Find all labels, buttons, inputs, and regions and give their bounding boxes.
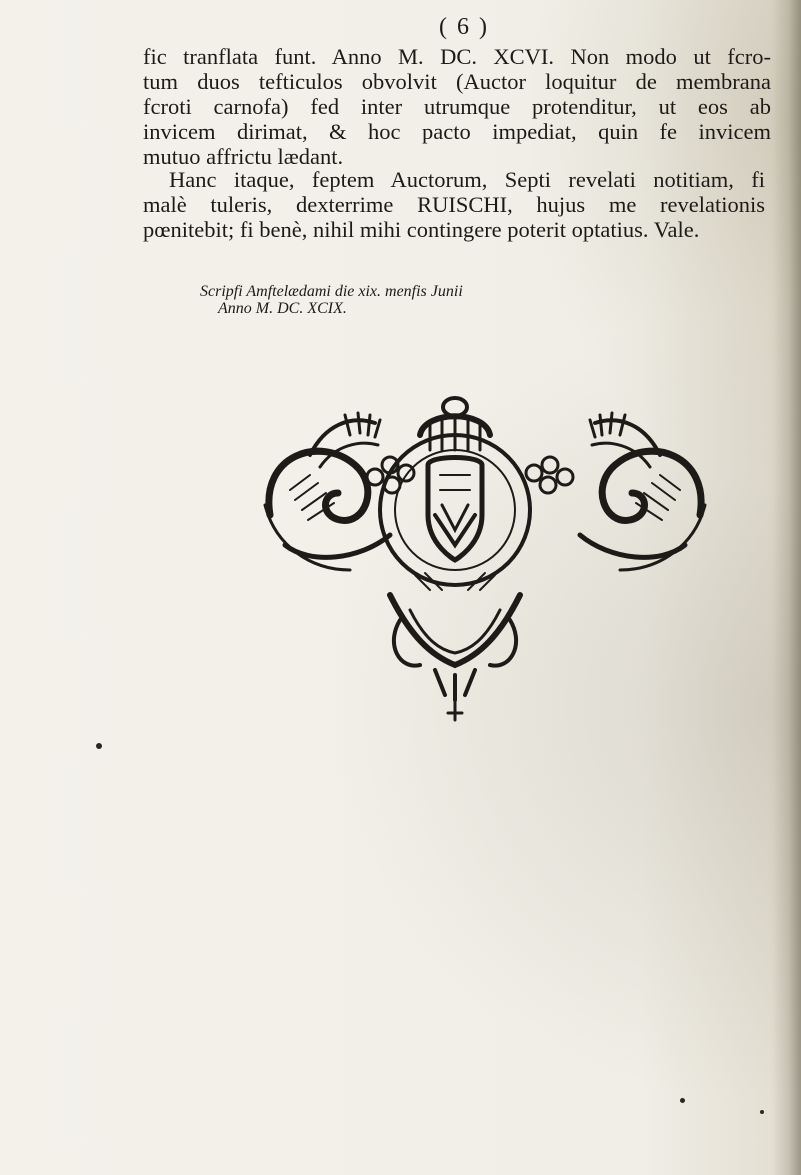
page-number: ( 6 ) bbox=[439, 14, 489, 40]
page-edge-shadow bbox=[773, 0, 801, 1175]
text-line: fic tranflata funt. Anno M. DC. XCVI. Non modo ut fcro- bbox=[143, 44, 771, 69]
ink-speck bbox=[96, 743, 102, 749]
signature-block bbox=[200, 283, 463, 317]
paragraph-2 bbox=[143, 167, 765, 242]
ink-speck bbox=[680, 1098, 685, 1103]
text-line: malè tuleris, dexterrime RUISCHI, hujus me revelationis bbox=[143, 192, 765, 217]
text-line: fcroti carnofa) fed inter utrumque protenditur, ut eos ab bbox=[143, 94, 771, 119]
text-line: tum duos tefticulos obvolvit (Auctor loquitur de membrana bbox=[143, 69, 771, 94]
text-line: pœnitebit; fi benè, nihil mihi contingere poterit optatius. Vale. bbox=[143, 217, 700, 242]
text-line: mutuo affrictu lædant. bbox=[143, 144, 344, 169]
text-line: invicem dirimat, & hoc pacto impediat, quin fe invicem bbox=[143, 119, 771, 144]
signature-line-year: Anno M. DC. XCIX. bbox=[218, 300, 347, 317]
paragraph-1 bbox=[143, 44, 771, 169]
floral-tailpiece-ornament-icon bbox=[250, 395, 720, 725]
text-line: Hanc itaque, feptem Auctorum, Septi revelati notitiam, fi bbox=[169, 167, 765, 192]
signature-line-place-date: Scripfi Amftelædami die xix. menfis Junii bbox=[200, 283, 463, 300]
ink-speck bbox=[760, 1110, 764, 1114]
